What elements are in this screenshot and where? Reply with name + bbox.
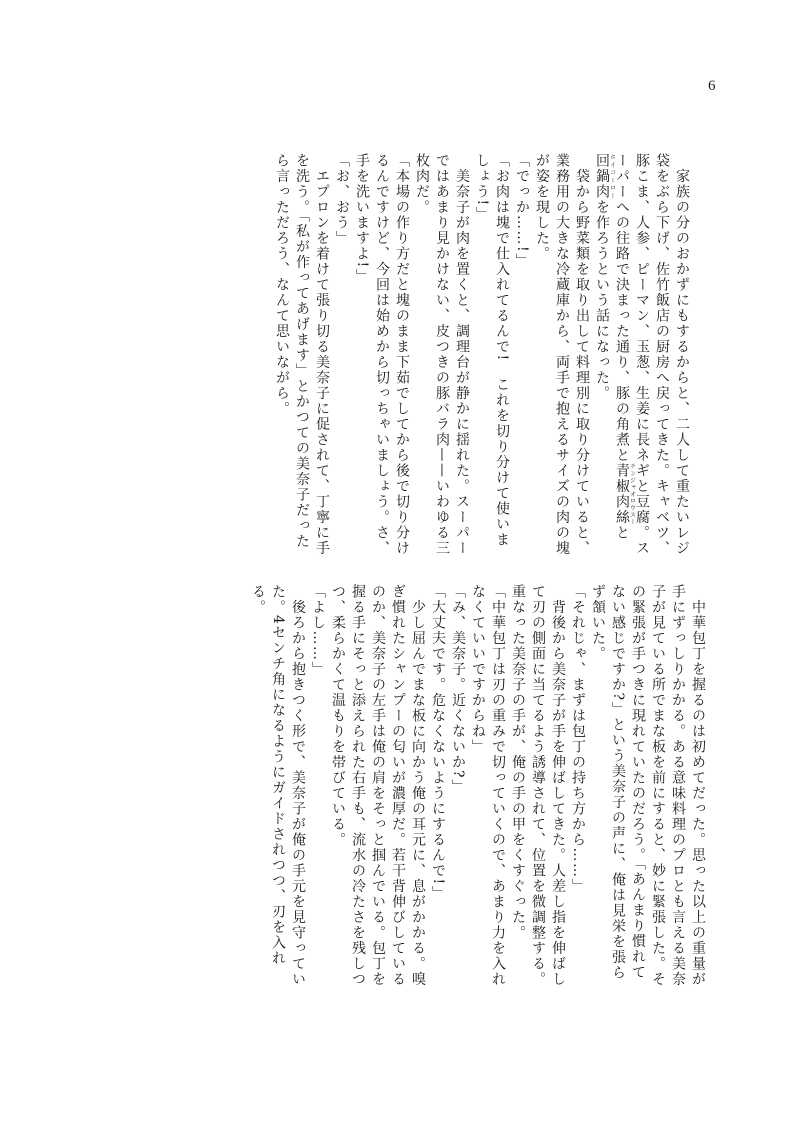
ruby-base: 回鍋肉 xyxy=(594,153,610,200)
dialogue-line: 「お肉は塊で仕入れてるんで! これを切り分けて使いましょう!」 xyxy=(474,153,510,548)
upper-text-block xyxy=(126,153,692,558)
ruby-base: 青椒肉絲 xyxy=(614,463,630,525)
paragraph-text: を作ろうという話になった。 xyxy=(594,199,610,401)
page-number: 6 xyxy=(708,78,716,94)
paragraph xyxy=(592,153,692,558)
dialogue-line: 「それじゃ、まずは包丁の持ち方から……」 xyxy=(570,584,586,894)
dialogue-line: 「大丈夫です。危なくないようにするんで!」 xyxy=(430,584,446,902)
lower-text-block xyxy=(126,584,708,989)
ruby-word xyxy=(614,463,636,525)
ruby-word xyxy=(594,153,616,200)
paragraph-text: 家族の分のおかずにもするからと、二人して重たいレジ袋をぶら下げ、佐竹飯店の厨房へ戻ってきた。キャベツ、豚こま、人参、ピーマン、玉葱、生姜に長ネギと豆腐。スーパーへの往路で決まった通り、豚の角煮と xyxy=(614,153,690,556)
dialogue-line: 「中華包丁は刃の重みで切っていくので、あまり力を入れなくていいですからね」 xyxy=(470,584,506,987)
dialogue-line: 「お、おう」 xyxy=(334,153,350,246)
paragraph-text: と xyxy=(614,525,630,541)
paragraph: エプロンを着けて張り切る美奈子に促されて、丁寧に手を洗う。「私が作ってあげます」とかつての美奈子だったら言っただろう、なんて思いながら。 xyxy=(274,153,330,556)
dialogue-line: 「本場の作り方だと塊のまま下茹でしてから後で切り分けるんですけど、今回は始めから切っちゃいましょう。さ、手を洗いますよ!」 xyxy=(354,153,410,556)
dialogue-line: 「み、美奈子。近くないか?」 xyxy=(450,584,466,795)
paragraph: 美奈子が肉を置くと、調理台が静かに揺れた。スーパーではあまり見かけない、皮つきの豚バラ肉——いわゆる三枚肉だ。 xyxy=(414,153,470,556)
paragraph: 少し屈んでまな板に向かう俺の耳元に、息がかかる。嗅ぎ慣れたシャンプーの匂いが濃厚だ。若干背伸びしているのか、美奈子の左手は俺の肩をそっと掴んでいる。包丁を握る手にそっと添えられた右手も、流水の冷たさを残しつつ、柔らかくて温もりを帯びている。 xyxy=(330,584,426,987)
paragraph: 後ろから抱きつく形で、美奈子が俺の手元を見守っていた。4センチ角になるようにガイドされつつ、刃を入れる。 xyxy=(250,584,306,987)
paragraph: 袋から野菜類を取り出して料理別に取り分けていると、業務用の大きな冷蔵庫から、両手で抱えるサイズの肉の塊が姿を現した。 xyxy=(534,153,590,556)
dialogue-line: 「よし……」 xyxy=(310,584,326,677)
paragraph: 背後から美奈子が手を伸ばしてきた。人差し指を伸ばして刃の側面に当てるよう誘導されて、位置を微調整する。重なった美奈子の手が、俺の手の甲をくすぐった。 xyxy=(510,584,566,987)
ruby-reading: ホイコーロー xyxy=(608,153,616,200)
ruby-reading: チンジャオロウスー xyxy=(628,463,636,525)
paragraph: 中華包丁を握るのは初めてだった。思った以上の重量が手にずっしりかかる。ある意味料理のプロとも言える美奈子が見ている所でまな板を前にすると、妙に緊張した。その緊張が手つきに現れていたのだろう。「あんまり慣れてない感じですか?」という美奈子の声に、俺は見栄を張らず頷いた。 xyxy=(590,584,706,987)
dialogue-line: 「でっか……!」 xyxy=(514,153,530,269)
